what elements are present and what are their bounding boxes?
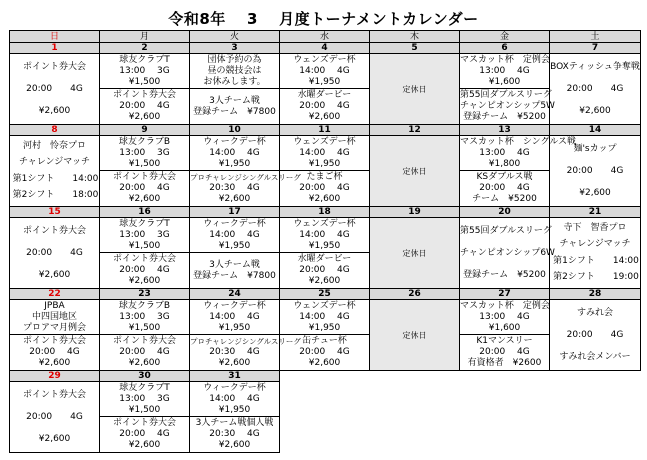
day-cell-tuesday [190,382,280,453]
event-line: ¥2,600 [308,276,341,286]
event-line: 登録チーム ¥7800 [193,270,276,281]
day-event-block [190,300,279,335]
event-line: ¥1,950 [218,240,251,251]
event-line: 13:00 4G [479,65,530,76]
event-block [460,218,555,288]
event-line: 14:00 4G [299,65,350,76]
event-line: 20:00 4G [299,347,350,357]
event-line: 水曜ダービー [297,254,352,264]
weekday-tuesday: 火 [190,31,280,43]
night-event-block [100,417,189,452]
event-block [10,54,99,124]
day-cell-tuesday [190,136,301,207]
day-cell-wednesday [280,136,370,207]
event-line: 3人チーム戦 [209,259,260,270]
event-line: ¥2,600 [128,112,161,122]
weekday-monday: 月 [100,31,190,43]
event-block [550,54,640,124]
day-event-block [280,218,369,253]
day-cell-tuesday [190,300,301,371]
event-line: ポイント券大会 [22,225,86,236]
event-line: 20:30 4G [209,182,260,193]
date-number: 19 [370,207,460,218]
event-line: チャレンジマッチ [559,239,631,250]
date-number: 3 [190,43,280,54]
event-line: ¥2,600 [218,440,251,450]
event-line: ¥2,600 [38,269,71,280]
event-line: ¥2,600 [308,194,341,204]
event-line: ¥1,800 [488,158,521,169]
week-events-row [10,218,641,289]
event-line: たまご杯 [306,172,343,182]
event-line: ¥1,950 [218,404,251,415]
event-line: ウィークデー杯 [203,382,266,393]
day-cell-thursday [370,136,460,207]
date-number-row [10,43,641,54]
event-line: チャンピオンシップ6W [460,247,555,258]
empty-date [550,371,641,382]
event-line: 14:00 4G [209,229,260,240]
event-line: ¥1,950 [218,158,251,169]
day-event-block [460,54,549,89]
event-line: 13:00 3G [119,393,170,404]
weekday-sunday: 日 [10,31,100,43]
event-line: 登録チーム ¥7800 [193,106,276,117]
event-line: マスカット杯 定例会 [460,300,550,311]
day-event-block [190,382,279,417]
event-line: ¥1,950 [218,322,251,333]
event-line: 球友クラブB [118,136,171,147]
event-block [10,218,99,288]
day-cell-wednesday [280,300,370,371]
night-event-block [100,89,189,124]
night-event-block [190,253,279,288]
event-line: 13:00 4G [479,147,530,158]
event-line: 球友クラブB [118,300,171,311]
event-line: 缶チュー杯 [302,336,347,346]
weekday-wednesday: 水 [280,31,370,43]
empty-date [460,371,550,382]
event-line: 有資格者 ¥2600 [467,358,542,368]
day-event-block [190,54,279,89]
event-line: 13:00 3G [119,229,170,240]
event-line: 20:00 4G [119,183,170,193]
event-line: ウィークデー杯 [203,300,266,311]
day-cell-sunday [10,218,100,289]
night-event-block [460,89,555,124]
event-line: 14:00 4G [209,147,260,158]
event-line: ¥1,600 [488,322,521,333]
event-line: ポイント券大会 [112,254,176,264]
night-event-block [190,89,279,124]
day-cell-monday [100,300,190,371]
day-cell-monday [100,54,190,125]
event-line: 14:00 4G [209,393,260,404]
empty-day-cell [280,382,370,453]
event-line: 寺下 智香プロ [563,222,627,233]
event-block [550,218,640,288]
date-number: 27 [460,289,550,300]
day-event-block [460,300,549,335]
event-line: ¥1,950 [308,158,341,169]
closed-day-label: 定休日 [402,166,427,176]
weekday-friday: 金 [460,31,550,43]
day-cell-monday [100,218,190,289]
event-line: ¥1,950 [308,240,341,251]
event-line: 20:00 4G [299,101,350,111]
event-line: ポイント券大会 [22,389,86,400]
event-line: ¥2,600 [38,358,71,368]
event-line: KSダブルス戦 [476,172,533,182]
week-events-row [10,300,641,371]
event-line: お休みします。 [203,76,266,87]
empty-date [370,371,460,382]
day-event-block [100,300,189,335]
day-cell-saturday [550,300,641,371]
event-line: ¥1,500 [128,76,161,87]
event-line: K1マンスリー [476,336,533,346]
tournament-calendar [9,30,641,453]
event-line: ウェンズデー杯 [293,300,356,311]
event-line: 14:00 4G [209,311,260,322]
day-cell-thursday [370,300,460,371]
date-number: 2 [100,43,190,54]
night-event-block [280,171,369,206]
day-event-block [100,136,189,171]
night-event-block [190,417,279,452]
night-event-block [280,89,369,124]
date-number: 18 [280,207,370,218]
event-line: BOXティッシュ争奪戦 [550,61,640,72]
event-line: 球友クラブT [119,54,170,65]
date-number: 17 [190,207,280,218]
event-line: ¥1,950 [308,76,341,87]
event-line: 第55回ダブルスリーグ [460,225,552,236]
day-cell-friday [460,136,576,207]
date-number: 11 [280,125,370,136]
event-line: 麺'sカップ [573,143,617,154]
event-line: 13:00 4G [479,311,530,322]
date-number: 16 [100,207,190,218]
day-cell-saturday [550,54,641,125]
closed-day-label: 定休日 [402,330,427,340]
day-cell-sunday [10,382,100,453]
day-event-block [100,54,189,89]
day-cell-friday [460,54,555,125]
event-line: ¥1,500 [128,240,161,251]
event-line: ¥2,600 [128,440,161,450]
date-number: 8 [10,125,100,136]
event-line: JPBA [44,300,65,311]
event-line: 球友クラブT [119,218,170,229]
event-line: 3人チーム戦個人戦 [195,418,274,428]
day-cell-friday [460,300,550,371]
date-number: 14 [550,125,641,136]
event-line: 20:00 4G [119,347,170,357]
page-title: 令和8年 3 月度トーナメントカレンダー [168,10,479,28]
day-cell-sunday [10,136,100,207]
date-number-row [10,289,641,300]
week-events-row [10,382,641,453]
date-number: 30 [100,371,190,382]
event-block [550,300,640,370]
event-line: ¥1,500 [128,322,161,333]
event-line: ポイント券大会 [112,336,176,346]
event-block [10,382,99,452]
night-event-block [190,335,301,370]
day-event-block [10,300,99,335]
event-line: ウィークデー杯 [203,218,266,229]
event-line: ポイント券大会 [112,90,176,100]
event-line: 20:00 4G [119,101,170,111]
date-number: 22 [10,289,100,300]
event-line: 登録チーム ¥5200 [463,269,546,280]
date-number: 29 [10,371,100,382]
date-number: 5 [370,43,460,54]
date-number: 10 [190,125,280,136]
event-line: ウェンズデー杯 [293,54,356,65]
empty-day-cell [370,382,460,453]
day-event-block [280,54,369,89]
day-cell-sunday [10,54,100,125]
event-line: ¥1,500 [128,404,161,415]
event-line: 第1シフト 14:00 [12,173,99,184]
event-line: 20:00 4G [299,265,350,275]
event-line: 水曜ダービー [297,90,352,100]
event-line: ポイント券大会 [112,172,176,182]
day-cell-sunday [10,300,100,371]
event-line: 20:30 4G [209,346,260,357]
event-line: ¥2,600 [128,358,161,368]
empty-date [280,371,370,382]
event-line: 13:00 3G [119,147,170,158]
night-event-block [280,335,369,370]
event-line: 20:00 4G [566,165,624,176]
event-line: 20:00 4G [26,247,83,258]
event-block [550,136,640,206]
day-event-block [280,136,369,171]
event-line: ウィークデー杯 [203,136,266,147]
event-line: ¥2,600 [38,433,71,444]
event-line: ¥1,950 [308,322,341,333]
event-line: ¥2,600 [218,193,251,204]
event-line: ポイント券大会 [22,336,86,346]
event-line: チーム ¥5200 [472,194,537,204]
day-event-block [280,300,369,335]
event-line: すみれ会メンバー [559,351,631,362]
event-line: 団体予約の為 [207,54,262,65]
date-number: 28 [550,289,641,300]
event-line: ¥2,600 [308,358,341,368]
weekday-saturday: 土 [550,31,641,43]
event-line: 20:00 4G [299,183,350,193]
event-line: ¥2,600 [308,112,341,122]
day-event-block [190,218,279,253]
event-line: 3人チーム戦 [209,95,260,106]
night-event-block [460,335,549,370]
day-event-block [190,136,279,171]
day-cell-thursday [370,54,460,125]
empty-day-cell [460,382,550,453]
event-line: ¥2,600 [579,105,611,116]
day-cell-monday [100,382,190,453]
event-line: ¥2,600 [218,357,251,368]
event-line: 第55回ダブルスリーグ [460,90,552,100]
event-line: 河村 怜奈プロ [22,140,86,151]
date-number: 1 [10,43,100,54]
event-line: 20:00 4G [26,83,83,94]
event-line: マスカット杯 定例会 [460,54,550,65]
event-line: ¥2,600 [128,194,161,204]
event-line: チャンピオンシップ5W [460,101,555,111]
date-number: 26 [370,289,460,300]
night-event-block [460,171,549,206]
event-line: 昼の競技会は [207,65,262,76]
day-event-block [100,218,189,253]
event-line: 20:00 4G [566,329,624,340]
event-line: 20:00 4G [566,83,624,94]
event-line: プロチャレンジシングルスリーグ [190,336,301,346]
date-number: 24 [190,289,280,300]
event-line: ポイント券大会 [112,418,176,428]
weekday-thursday: 木 [370,31,460,43]
event-line: ¥1,500 [128,158,161,169]
event-line: ウェンズデー杯 [293,136,356,147]
event-line: 第1シフト 14:00 [553,255,639,266]
date-number: 4 [280,43,370,54]
day-cell-tuesday [190,54,280,125]
night-event-block [190,171,301,206]
event-line: ポイント券大会 [22,61,86,72]
date-number: 13 [460,125,550,136]
date-number: 12 [370,125,460,136]
event-line: 20:00 4G [26,411,83,422]
day-cell-thursday [370,218,460,289]
day-cell-tuesday [190,218,280,289]
event-line: すみれ会 [576,307,613,318]
date-number: 25 [280,289,370,300]
event-line: 20:00 4G [479,183,530,193]
event-line: ¥2,600 [38,105,71,116]
date-number-row [10,125,641,136]
event-line: ウェンズデー杯 [293,218,356,229]
date-number-row [10,207,641,218]
weekday-header-row [10,31,641,43]
event-block [10,136,99,206]
event-line: ¥2,600 [579,187,611,198]
event-line: 第2シフト 18:00 [12,190,99,201]
event-line: 14:00 4G [299,311,350,322]
night-event-block [100,253,189,288]
night-event-block [10,335,99,370]
date-number: 7 [550,43,641,54]
night-event-block [280,253,369,288]
event-line: 13:00 3G [119,311,170,322]
week-events-row [10,54,641,125]
event-line: 14:00 4G [299,229,350,240]
event-line: 20:00 4G [479,347,530,357]
date-number: 15 [10,207,100,218]
date-number-row [10,371,641,382]
event-line: 20:00 4G [119,429,170,439]
event-line: ¥2,600 [128,276,161,286]
day-event-block [460,136,576,171]
day-event-block [100,382,189,417]
date-number: 31 [190,371,280,382]
event-line: 中四国地区 [31,311,77,322]
closed-day-label: 定休日 [402,248,427,258]
night-event-block [100,335,189,370]
event-line: 13:00 3G [119,65,170,76]
event-line: 20:30 4G [209,429,260,439]
date-number: 23 [100,289,190,300]
day-cell-friday [460,218,555,289]
date-number: 20 [460,207,550,218]
day-cell-monday [100,136,190,207]
empty-day-cell [550,382,641,453]
event-line: 14:00 4G [299,147,350,158]
event-line: ¥1,600 [488,76,521,87]
event-line: 球友クラブT [119,382,170,393]
event-line: 登録チーム ¥5200 [463,112,546,122]
day-cell-saturday [550,218,641,289]
day-cell-saturday [550,136,641,207]
day-cell-wednesday [280,54,370,125]
event-line: チャレンジマッチ [19,157,90,168]
date-number: 9 [100,125,190,136]
night-event-block [100,171,189,206]
event-line: 第2シフト 19:00 [553,272,639,283]
event-line: プロアマ月例会 [22,322,86,333]
day-cell-wednesday [280,218,370,289]
date-number: 6 [460,43,550,54]
event-line: 20:00 4G [119,265,170,275]
closed-day-label: 定休日 [402,84,427,94]
event-line: プロチャレンジシングルスリーグ [190,172,301,182]
event-line: 20:00 4G [29,347,80,357]
date-number: 21 [550,207,641,218]
event-line: マスカット杯 シングルス戦 [460,136,576,147]
week-events-row [10,136,641,207]
